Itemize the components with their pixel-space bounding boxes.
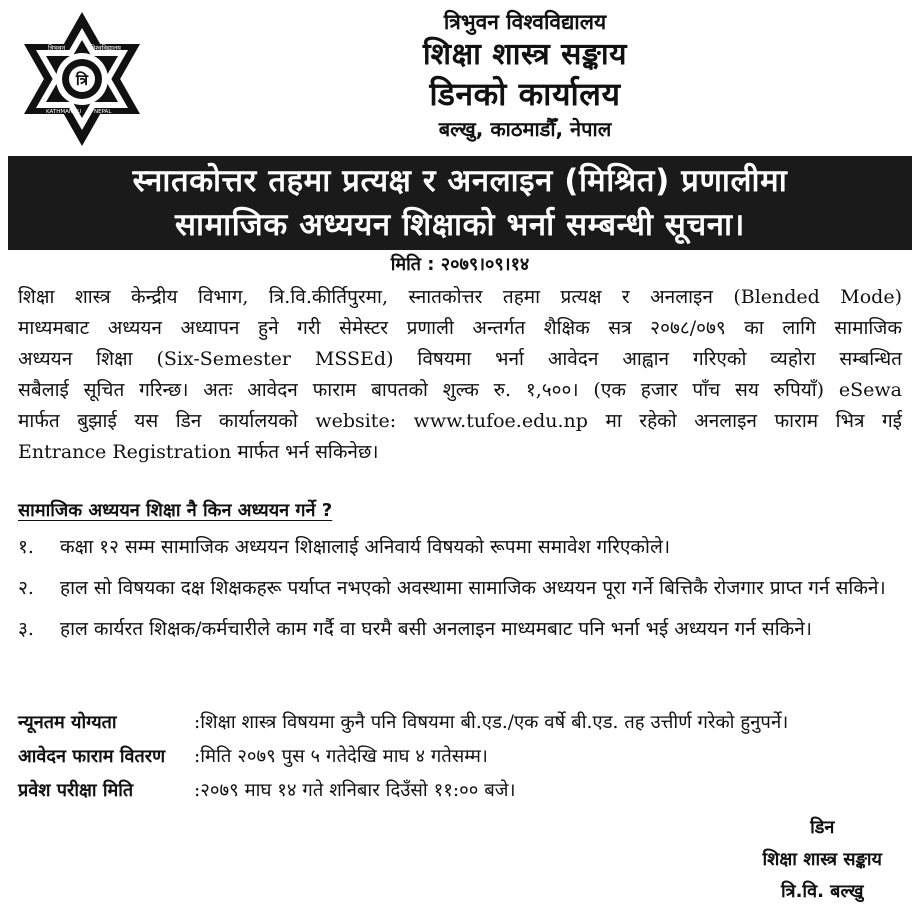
body-line: शिक्षा शास्त्र केन्द्रीय विभाग, त्रि.वि.कीर्तिपुरमा, स्नातकोत्तर तहमा प्रत्यक्ष र अनलाइन (Blended Mode) — [18, 286, 902, 308]
signature-faculty: शिक्षा शास्त्र सङ्काय — [762, 849, 882, 870]
list-item — [18, 614, 902, 645]
office-address: बल्खु, काठमाडौँ, नेपाल — [438, 117, 612, 141]
body-line: सबैलाई सूचित गरिन्छ। अतः आवेदन फाराम बापतको शुल्क रु. १,५००। (एक हजार पाँच सय रुपियाँ) eSewa — [18, 379, 902, 401]
list-item-text: कक्षा १२ सम्म सामाजिक अध्ययन शिक्षालाई अनिवार्य विषयको रूपमा समावेश गरिएकोले। — [60, 536, 671, 558]
reasons-list — [18, 532, 902, 655]
body-line: माध्यमबाट अध्ययन अध्यापन हुने गरी सेमेस्टर प्रणाली अन्तर्गत शैक्षिक सत्र २०७८/०७९ का लागि सामाजिक — [18, 317, 902, 339]
logo-text-left: त्रिभुवन — [48, 44, 66, 52]
notice-date: मिति : २०७९।०९।१४ — [390, 254, 530, 275]
list-item-number: १. — [18, 536, 34, 558]
list-item — [18, 573, 902, 604]
body-paragraph — [18, 282, 902, 468]
signature-block — [762, 812, 882, 908]
signature-title: डिन — [810, 817, 835, 838]
logo-center-text: त्रि — [75, 71, 89, 89]
body-line: Entrance Registration मार्फत भर्न सकिनेछ। — [18, 441, 379, 463]
detail-label: आवेदन फाराम वितरण — [18, 746, 166, 767]
letterhead — [150, 8, 900, 144]
university-name: त्रिभुवन विश्वविद्यालय — [443, 10, 607, 34]
office-name: डिनको कार्यालय — [429, 75, 621, 113]
logo-text-bottom-right: NEPAL — [94, 109, 112, 115]
university-logo — [18, 10, 146, 148]
signature-location: त्रि.वि. बल्खु — [780, 881, 864, 902]
detail-label: न्यूनतम योग्यता — [18, 712, 117, 733]
body-line: मार्फत बुझाई यस डिन कार्यालयको website: www.tufoe.edu.np मा रहेको अनलाइन फाराम भित्र गई — [18, 410, 902, 432]
detail-label: प्रवेश परीक्षा मिति — [18, 780, 134, 801]
list-item — [18, 532, 902, 563]
list-item-number: ३. — [18, 618, 34, 640]
detail-row-qualification — [18, 706, 902, 740]
list-item-text: हाल सो विषयका दक्ष शिक्षकहरू पर्याप्त नभएको अवस्थामा सामाजिक अध्ययन पूरा गर्ने बित्तिकै रोजगार प्राप्त गर्न सकिने। — [60, 577, 886, 599]
notice-title-line-1: स्नातकोत्तर तहमा प्रत्यक्ष र अनलाइन (मिश्रित) प्रणालीमा — [132, 163, 788, 199]
detail-row-exam-date — [18, 774, 902, 808]
body-line: अध्ययन शिक्षा (Six-Semester MSSEd) विषयमा भर्ना आवेदन आह्वान गरिएको व्यहोरा सम्बन्धित — [18, 348, 902, 370]
detail-row-form-distribution — [18, 740, 902, 774]
why-study-heading: सामाजिक अध्ययन शिक्षा नै किन अध्ययन गर्ने ? — [18, 500, 333, 521]
detail-value: :२०७९ माघ १४ गते शनिबार दिउँसो ११:०० बजे। — [194, 780, 516, 801]
detail-value: :शिक्षा शास्त्र विषयमा कुनै पनि विषयमा बी.एड./एक वर्षे बी.एड. तह उत्तीर्ण गरेको हुनुपर्ने। — [194, 712, 789, 733]
faculty-name: शिक्षा शास्त्र सङ्काय — [422, 37, 628, 72]
logo-text-right: विश्वविद्यालय — [90, 44, 121, 52]
notice-title-line-2: सामाजिक अध्ययन शिक्षाको भर्ना सम्बन्धी सूचना। — [175, 207, 745, 243]
detail-value: :मिति २०७९ पुस ५ गतेदेखि माघ ४ गतेसम्म। — [194, 746, 488, 767]
logo-text-bottom-left: KATHMANDU — [46, 109, 82, 115]
list-item-number: २. — [18, 577, 34, 599]
notice-title-banner — [8, 156, 912, 250]
list-item-text: हाल कार्यरत शिक्षक/कर्मचारीले काम गर्दै वा घरमै बसी अनलाइन माध्यमबाट पनि भर्ना भई अध्ययन गर्न सकिने। — [60, 618, 812, 640]
notice-details — [18, 706, 902, 808]
